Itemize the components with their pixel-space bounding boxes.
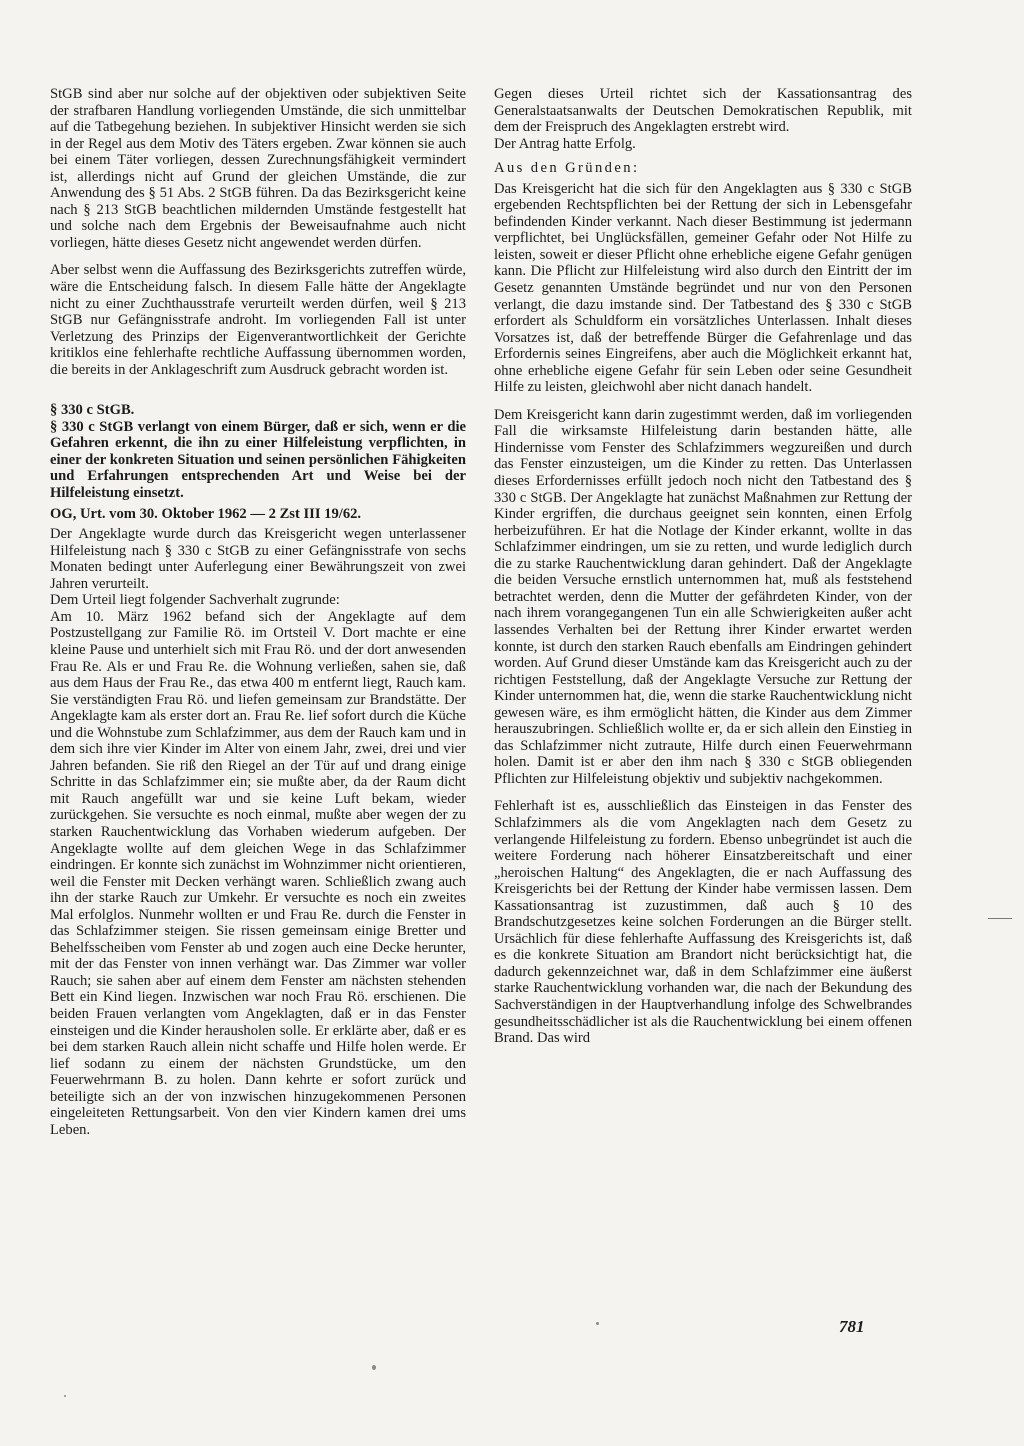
page-number: 781 [839,1317,865,1336]
right-column [494,86,912,1047]
paragraph: Aber selbst wenn die Auffassung des Bezirksgerichts zutreffen würde, wäre die Entscheidung falsch. In diesem Falle hätte der Angeklagte nicht zu einer Zuchthausstrafe verurteilt werden dürfen, weil § 213 StGB nur Gefängnisstrafe androht. Im vorliegenden Fall ist unter Verletzung des Prinzips der Eigenverantwortlichkeit der Gerichte kritiklos eine fehlerhafte rechtliche Auffassung übernommen worden, die bereits in der Anklageschrift zum Ausdruck gebracht worden ist. [50,262,466,378]
left-column [50,86,466,1138]
margin-mark [988,918,1012,919]
section-heading: Aus den Gründen: [494,160,640,177]
paragraph: Fehlerhaft ist es, ausschließlich das Einsteigen in das Fenster des Schlafzimmers als die vom Angeklagten nach dem Gesetz zu verlangende Hilfeleistung zu fordern. Ebenso unbegründet ist auch die weitere Forderung nach höherer Einsatzbereitschaft und einer „heroischen Haltung“ des Angeklagten, die er nach Auffassung des Kreisgerichts bei der Rettung der Kinder habe vermissen lassen. Dem Kassationsantrag ist zuzustimmen, daß auch § 10 des Brandschutzgesetzes keine solchen Forderungen an die Bürger stellt. Ursächlich für diese fehlerhafte Auffassung des Kreisgerichts ist, daß es die konkrete Situation am Brandort nicht berücksichtigt hat, die dadurch gekennzeichnet war, daß in dem Schlafzimmer eine äußerst starke Rauchentwicklung vorhanden war, die nach der Bekundung des Sachverständigen in der Hauptverhandlung infolge des Schwelbrandes gesundheitsschädlicher ist als die Rauchentwicklung bei einem offenen Brand. Das wird [494,798,912,1047]
paragraph: Das Kreisgericht hat die sich für den Angeklagten aus § 330 c StGB ergebenden Rechtspflichten bei der Rettung der sich in Lebensgefahr befindenden Kinder verkannt. Nach dieser Bestimmung ist jedermann verpflichtet, bei Unglücksfällen, gemeiner Gefahr oder Not Hilfe zu leisten, soweit er dieser Pflicht ohne erhebliche eigene Gefahr genügen kann. Die Pflicht zur Hilfeleistung wird also durch den Eintritt der im Gesetz genannten Umstände begründet und nur von den Personen verlangt, die dazu imstande sind. Der Tatbestand des § 330 c StGB erfordert als Schuldform ein vorsätzliches Unterlassen. Inhalt dieses Vorsatzes ist, daß der betreffende Bürger die Gefahrenlage und das Erfordernis seines Eingreifens, aber auch die Möglichkeit erkannt hat, ohne erhebliche eigene Gefahr für sein Leben oder seine Gesundheit Hilfe zu leisten, gleichwohl aber nicht danach handelt. [494,180,912,396]
speck [596,1322,599,1325]
paragraph: Am 10. März 1962 befand sich der Angeklagte auf dem Postzustellgang zur Familie Rö. im Ortsteil V. Dort machte er eine kleine Pause und unterhielt sich mit Frau Rö. und der dort anwesenden Frau Re. Als er und Frau Re. die Wohnung verließen, sahen sie, daß aus dem Haus der Frau Re., das etwa 400 m entfernt liegt, Rauch kam. Sie verständigten Frau Rö. und liefen gemeinsam zur Brandstätte. Der Angeklagte kam als erster dort an. Frau Re. lief sofort durch die Küche und die Wohnstube zum Schlafzimmer, aus dem der Rauch kam und in dem sich ihre vier Kinder im Alter von einem Jahr, zwei, drei und vier Jahren befanden. Sie riß den Riegel an der Tür auf und drang einige Schritte in das Schlafzimmer ein; sie mußte aber, da der Raum dicht mit Rauch angefüllt war und sie keine Luft bekam, wieder zurückgehen. Sie versuchte es noch einmal, mußte aber wegen der zu starken Rauchentwicklung das Vorhaben wiederum aufgeben. Der Angeklagte wollte auf dem gleichen Wege in das Schlafzimmer eindringen. Er konnte sich zunächst im Wohnzimmer nicht orientieren, weil die Fenster mit Decken verhängt waren. Schließlich zwang auch ihn der starke Rauch zur Umkehr. Er versuchte es noch ein zweites Mal erfolglos. Nunmehr wollten er und Frau Re. durch die Fenster in das Schlafzimmer steigen. Sie rissen gemeinsam einige Bretter und Behelfsscheiben vom Fenster ab und zogen auch eine Decke herunter, mit der das Fenster von innen verhängt war. Das Zimmer war voller Rauch; sie sahen aber auf einem dem Fenster am nächsten stehenden Bett ein Kind liegen. Inzwischen war noch Frau Rö. erschienen. Die beiden Frauen verlangten vom Angeklagten, daß er in das Fenster einsteigen und die Kinder herausholen solle. Er erklärte aber, daß er es bei dem starken Rauch allein nicht schaffe und Hilfe holen werde. Er lief sodann zu einem der nächsten Grundstücke, um den Feuerwehrmann B. zu holen. Dann kehrte er sofort zurück und beteiligte sich an der von inzwischen hinzugekommenen Personen eingeleiteten Rettungsarbeit. Von den vier Kindern kamen drei ums Leben. [50,608,466,1138]
section-heading: § 330 c StGB. [50,402,135,419]
paragraph: Dem Kreisgericht kann darin zugestimmt werden, daß im vorliegenden Fall die wirksamste Hilfeleistung darin bestanden hätte, alle Hindernisse vom Fenster des Schlafzimmers wegzureißen und durch das Fenster einzusteigen, um die Kinder zu retten. Das Unterlassen dieses Erfordernisses erfüllt jedoch noch nicht den Tatbestand des § 330 c StGB. Der Angeklagte hat zunächst Maßnahmen zur Rettung der Kinder ergriffen, die durchaus geeignet sein konnten, einen Erfolg herbeizuführen. Er hat die Notlage der Kinder erkannt, wollte in das Schlafzimmer eindringen, um sie zu retten, und wurde lediglich durch die zu starke Rauchentwicklung daran gehindert. Daß der Angeklagte die beiden Versuche ernstlich unternommen hat, muß als feststehend betrachtet werden, denn die Mutter der gefährdeten Kinder, von der nach ihrem vorangegangenen Tun ein alle Schwierigkeiten außer acht lassendes Verhalten bei der Rettung ihrer Kinder erwartet werden konnte, ist durch den starken Rauch ebenfalls am Eindringen gehindert worden. Auf Grund dieser Umstände kam das Kreisgericht auch zu der richtigen Feststellung, daß der Angeklagte Versuche zur Rettung der Kinder unternommen hat, die, wenn die starke Rauchentwicklung nicht gewesen wäre, es ihm ermöglicht hätten, die Kinder aus dem Zimmer herauszubringen. Schließlich wollte er, da er sich allein den Einstieg in das Schlafzimmer nicht zutraute, Hilfe durch einen Feuerwehrmann holen. Damit ist er aber den ihm nach § 330 c StGB obliegenden Pflichten zur Hilfeleistung objektiv und subjektiv nachgekommen. [494,406,912,787]
paragraph: Dem Urteil liegt folgender Sachverhalt zugrunde: [50,592,340,609]
paragraph: StGB sind aber nur solche auf der objektiven oder subjektiven Seite der strafbaren Handlung vorliegenden Umstände, die sich unmittelbar auf die Tatbegehung beziehen. In subjektiver Hinsicht werden sie sich in der Regel aus dem Motiv des Täters ergeben. Zwar können sie auch bei einem Täter vorliegen, dessen Zurechnungsfähigkeit vermindert ist, allerdings nicht auf Grund der gleichen Umstände, die zur Anwendung des § 51 Abs. 2 StGB führen. Da das Bezirksgericht keine nach § 213 StGB beachtlichen mildernden Umstände festgestellt hat und solche nach dem Ergebnis der Beweisaufnahme auch nicht vorliegen, hätte dieses Gesetz nicht angewendet werden dürfen. [50,86,466,251]
speck [372,1365,376,1370]
paragraph: Gegen dieses Urteil richtet sich der Kassationsantrag des Generalstaatsanwalts der Deutschen Demokratischen Republik, mit dem der Freispruch des Angeklagten erstrebt wird. [494,86,912,136]
paragraph: Der Antrag hatte Erfolg. [494,135,636,152]
headnote: § 330 c StGB verlangt von einem Bürger, daß er sich, wenn er die Gefahren erkennt, die ihn zu einer Hilfeleistung verpflichten, in einer der konkreten Situation und seinen persönlichen Fähigkeiten und Erfahrungen entsprechenden Art und Weise bei der Hilfeleistung einsetzt. [50,418,466,502]
citation: OG, Urt. vom 30. Oktober 1962 — 2 Zst III 19/62. [50,505,362,522]
speck [64,1395,66,1397]
paragraph: Der Angeklagte wurde durch das Kreisgericht wegen unterlassener Hilfeleistung nach § 330 c StGB zu einer Gefängnisstrafe von sechs Monaten bedingt unter Auferlegung einer Bewährungszeit von zwei Jahren verurteilt. [50,526,466,592]
